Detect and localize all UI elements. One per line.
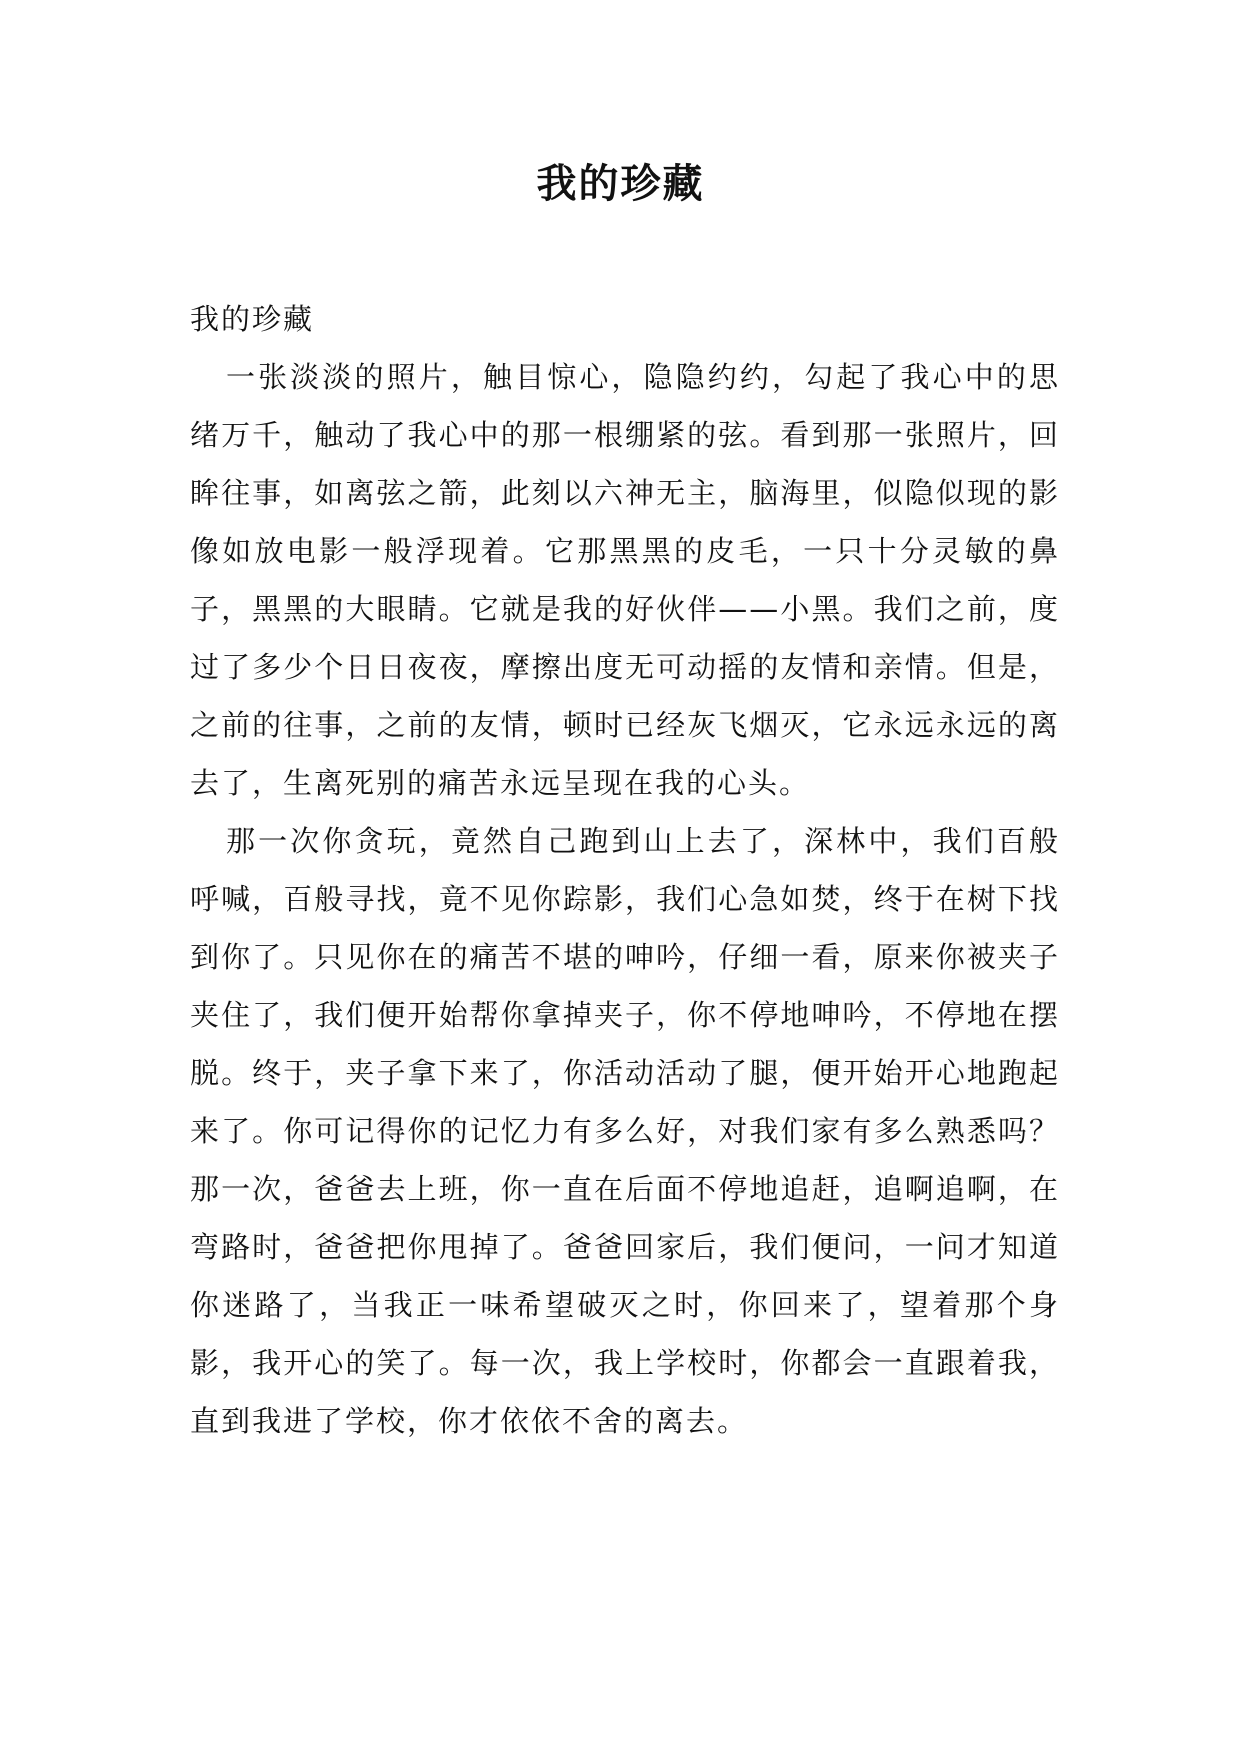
document-title: 我的珍藏 xyxy=(536,160,705,207)
document-subtitle: 我的珍藏 xyxy=(190,302,315,336)
body-paragraph: 那一次你贪玩，竟然自己跑到山上去了，深林中，我们百般呼喊，百般寻找，竟不见你踪影，我们心急如焚，终于在树下找到你了。只见你在的痛苦不堪的呻吟，仔细一看，原来你被夹子夹住了，我们便开始帮你拿掉夹子，你不停地呻吟，不停地在摆脱。终于，夹子拿下来了，你活动活动了腿，便开始开心地跑起来了。你可记得你的记忆力有多么好，对我们家有多么熟悉吗？那一次，爸爸去上班，你一直在后面不停地追赶，追啊追啊，在弯路时，爸爸把你甩掉了。爸爸回家后，我们便问，一问才知道你迷路了，当我正一味希望破灭之时，你回来了，望着那个身影，我开心的笑了。每一次，我上学校时，你都会一直跟着我，直到我进了学校，你才依依不舍的离去。 xyxy=(190,824,1060,1438)
body-paragraph: 一张淡淡的照片，触目惊心，隐隐约约，勾起了我心中的思绪万千，触动了我心中的那一根绷紧的弦。看到那一张照片，回眸往事，如离弦之箭，此刻以六神无主，脑海里，似隐似现的影像如放电影一般浮现着。它那黑黑的皮毛，一只十分灵敏的鼻子，黑黑的大眼睛。它就是我的好伙伴——小黑。我们之前，度过了多少个日日夜夜，摩擦出度无可动摇的友情和亲情。但是，之前的往事，之前的友情，顿时已经灰飞烟灭，它永远永远的离去了，生离死别的痛苦永远呈现在我的心头。 xyxy=(190,360,1060,800)
document-body xyxy=(190,290,1060,1450)
